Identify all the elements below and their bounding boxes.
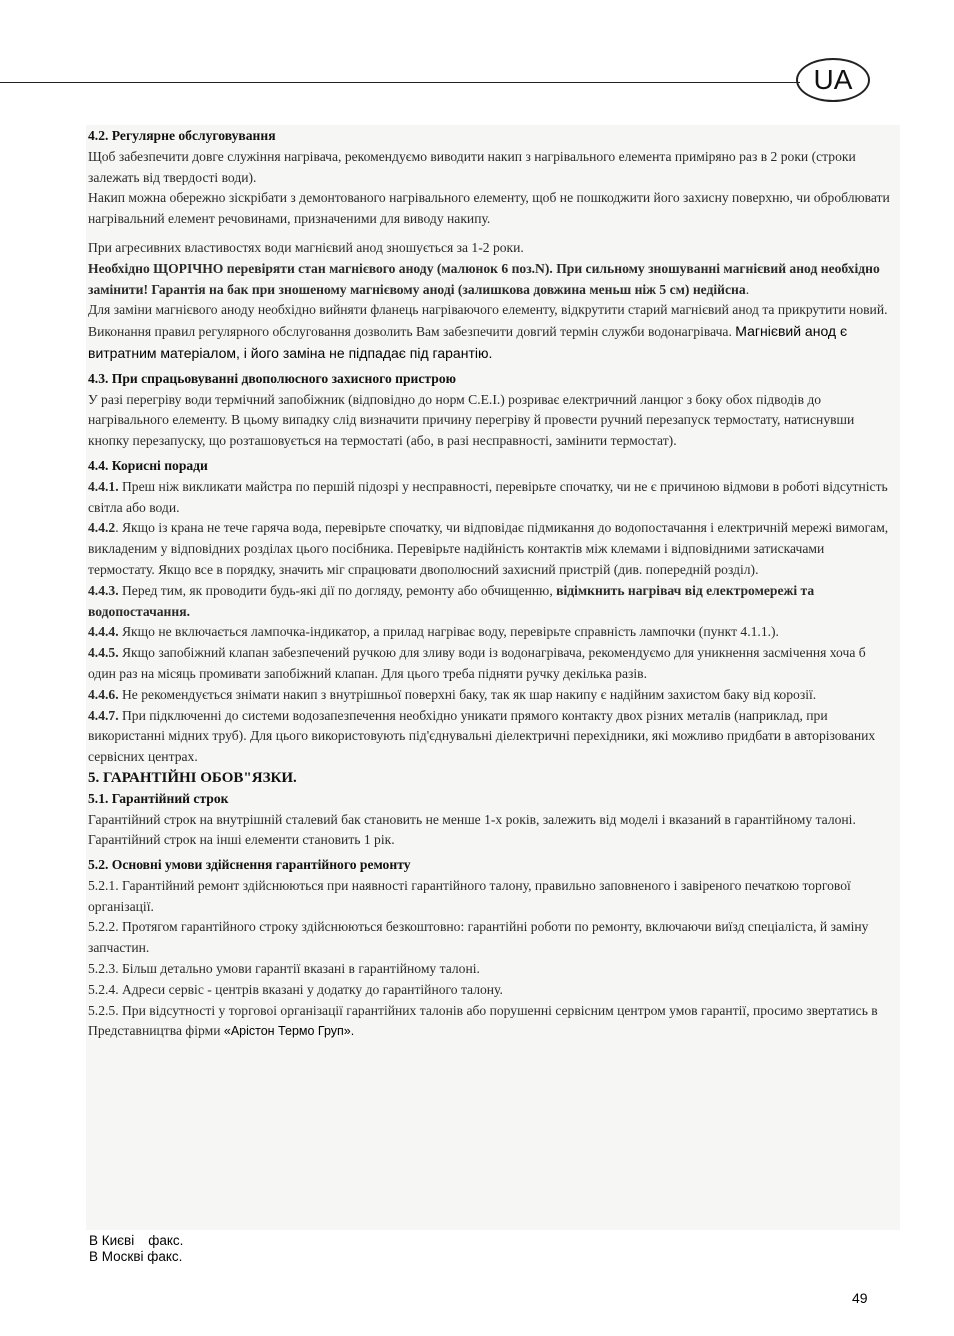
- section-4-2-paragraph-6: [88, 321, 894, 365]
- item-5-2-5-text: 5.2.5. При відсутності у торговоі організації гарантійних талонів або порушенні сервісним центром умов гарантії, просимо звертатись в Представництва фірми: [88, 1002, 878, 1039]
- header-rule: [0, 82, 800, 83]
- section-4-2-warning: [88, 259, 894, 301]
- item-5-2-2: 5.2.2. Протягом гарантійного строку здійснюються безкоштовно: гарантійні роботи по ремонту, включаючи виїзд спеціаліста, й заміну запчастин.: [88, 919, 869, 956]
- warning-end: .: [745, 281, 750, 297]
- kyiv-city: В Києві: [89, 1233, 135, 1248]
- tip-text: При підключенні до системи водозапезпечення необхідно уникати прямого контакту двох різних металів (наприклад, при використанні мідних труб). Для цього використовують під'єднувальні діелектричні перехідники, які можливо придбати в авторізованих сервісних центрах.: [88, 707, 876, 765]
- item-5-2-1: 5.2.1. Гарантійний ремонт здійснюються при наявності гарантійного талону, правильно заповненого і завіреного печаткою торгової організації.: [88, 877, 851, 914]
- tip-4-4-4: [88, 622, 894, 643]
- section-4-2-paragraph-3: При агресивних властивостях води магнієвий анод зношується за 1-2 роки.: [88, 239, 524, 255]
- section-4-2-paragraph-2: Накип можна обережно зіскрібати з демонтованого нагрівального елементу, щоб не пошкоджити його захисну поверхню, чи оброблювати нагрівальний елемент речовинами, призначеними для виводу накипу.: [88, 190, 890, 227]
- tip-text: Якщо не включається лампочка-індикатор, а прилад нагріває воду, перевірьте справність лампочки (пункт 4.1.1.).: [118, 624, 779, 640]
- tip-number: 4.4.3.: [88, 582, 119, 598]
- tip-text: Не рекомендується знімати накип з внутрішньої поверхні баку, так як шар накипу є надійним захистом баку від корозії.: [118, 686, 817, 702]
- document-body: [88, 126, 894, 1042]
- tip-4-4-2: [88, 518, 894, 580]
- anode-note: Магнієвий анод є витратним матеріалом, і його заміна не підпадає під гарантію.: [88, 323, 848, 361]
- item-5-2-4: 5.2.4. Адреси сервіс - центрів вказані у додатку до гарантійного талону.: [88, 981, 503, 997]
- paragraph-6-text: Виконання правил регулярного обслуговання дозволить Вам забезпечити довгий термін служби водонагрівача.: [88, 324, 732, 340]
- section-4-2-paragraph-1: Щоб забезпечити довге служіння нагрівача, рекомендуємо виводити накип з нагрівального елемента приміряно раз в 2 роки (строки залежать від твердості води).: [88, 148, 856, 185]
- tip-number: 4.4.4.: [88, 624, 119, 640]
- tip-text: Перед тим, як проводити будь-які дії по догляду, ремонту або обчищенню,: [118, 582, 557, 598]
- tip-4-4-1: [88, 477, 894, 519]
- tip-bold-text: відімкнить нагрівач від електромережі та водопостачання.: [88, 582, 815, 619]
- section-4-3-paragraph: У разі перегріву води термічний запобіжник (відповідно до норм С.Е.І.) розриває електричний ланцюг з боку обох підводів до нагрівального елементу. В цьому випадку слід визначити причину перегріву й провести ручний перезапуск термостату, натиснувши кнопку перезапуску, що розташовується на термостаті (або, в разі несправності, замінити термостат).: [88, 391, 855, 449]
- tip-number: 4.4.6.: [88, 686, 119, 702]
- tip-text: Якщо запобіжний клапан забезпечений ручкою для зливу води із водонагрівача, рекомендуємо для уникнення засмічення хоча б один раз на місяць промивати запобіжний клапан. Для цього треба підняти ручку декілька разів.: [88, 645, 866, 681]
- tip-4-4-7: [88, 706, 894, 768]
- tip-number: 4.4.7.: [88, 707, 119, 723]
- tip-4-4-6: [88, 685, 894, 706]
- section-5-title: 5. ГАРАНТІЙНІ ОБОВ"ЯЗКИ.: [88, 769, 297, 786]
- warning-bold-text: Необхідно ЩОРІЧНО перевіряти стан магнієвого аноду (малюнок 6 поз.N). При сильному зношуванні магнієвий анод необхідно замінити! Гарантія на бак при зношеному магнієвому аноді (залишкова довжина меньш ніж 5 см) недійсна: [88, 260, 880, 297]
- item-5-2-3: 5.2.3. Більш детально умови гарантії вказані в гарантійному талоні.: [88, 961, 480, 977]
- tip-text: . Якщо із крана не тече гаряча вода, перевірьте спочатку, чи відповідає підмикання до водопостачання і електричній мережі вимогам, викладеним у відповідних розділах цього посібника. Перевірьте надійність контактів між клемами і відповідними затискачами термостату. Якщо все в порядку, значить міг спрацювати двополюсний захисний пристрій (див. попередній розділ).: [88, 520, 889, 577]
- kyiv-contact: [89, 1233, 183, 1249]
- section-4-2-paragraph-5: Для заміни магнієвого аноду необхідно вийняти фланець нагріваючого елементу, відкрутити старий магнієвий анод та прикрутити новий.: [88, 302, 888, 318]
- section-4-3-title: 4.3. При спрацьовуванні двополюсного захисного пристрою: [88, 370, 457, 386]
- item-5-2-5: [88, 1001, 894, 1043]
- tip-number: 4.4.2: [88, 520, 116, 536]
- section-4-4-title: 4.4. Корисні поради: [88, 457, 208, 473]
- section-5-2-title: 5.2. Основні умови здійснення гарантійного ремонту: [88, 857, 411, 873]
- moscow-contact: В Москві факс.: [89, 1249, 183, 1264]
- section-4-2-title: 4.2. Регулярне обслуговування: [88, 128, 276, 143]
- footer-contacts: [89, 1233, 183, 1265]
- language-badge: UA: [796, 58, 870, 102]
- tip-4-4-3: [88, 581, 894, 623]
- kyiv-fax-label: факс.: [148, 1233, 184, 1248]
- tip-text: Преш ніж викликати майстра по першій підозрі у несправності, перевірьте спочатку, чи не є причиною відмови в роботі відсутність світла або води.: [88, 478, 888, 515]
- company-name: «Арістон Термо Груп».: [223, 1024, 355, 1039]
- section-5-1-paragraph: Гарантійний строк на внутрішній сталевий бак становить не менше 1-х років, залежить від моделі і вказаний в гарантійному талоні. Гарантійний строк на інші елементи становить 1 рік.: [88, 811, 856, 848]
- tip-number: 4.4.1.: [88, 478, 119, 494]
- page-number: 49: [852, 1290, 868, 1306]
- tip-number: 4.4.5.: [88, 645, 119, 661]
- tip-4-4-5: [88, 643, 894, 685]
- section-5-1-title: 5.1. Гарантійний строк: [88, 790, 229, 806]
